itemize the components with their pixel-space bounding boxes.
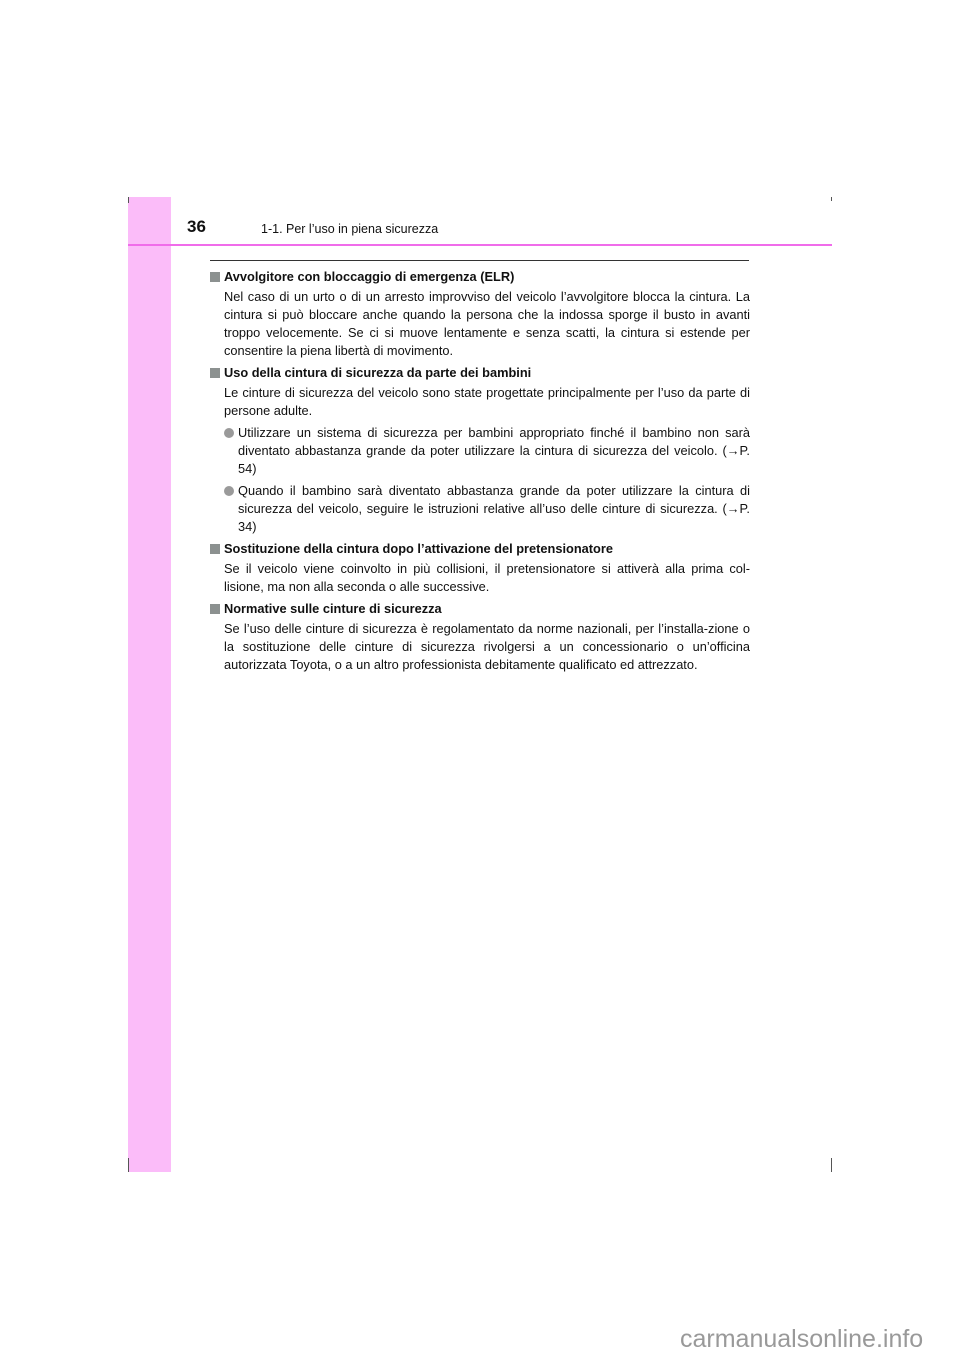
heading	[210, 364, 750, 382]
crop-mark	[831, 1158, 832, 1172]
crop-mark	[128, 197, 129, 203]
crop-mark	[128, 1158, 129, 1172]
heading-text: Sostituzione della cintura dopo l’attivazione del pretensionatore	[224, 541, 613, 556]
content	[210, 268, 750, 674]
heading	[210, 600, 750, 618]
paragraph: Nel caso di un urto o di un arresto improvviso del veicolo l’avvolgitore blocca la cintura. La cintura si può bloccare anche quando la persona che la indossa sporge il busto in avanti troppo velocemente. Se ci si muove lentamente e senza scatti, la cintura si estende per consentire la piena libertà di movimento.	[224, 289, 750, 358]
square-bullet-icon	[210, 368, 220, 378]
list-item-text: Quando il bambino sarà diventato abbastanza grande da poter utilizzare la cintura di sicurezza del veicolo, seguire le istruzioni relative all’uso delle cinture di sicurezza. (→P. 34)	[238, 483, 750, 534]
list-item-text: Utilizzare un sistema di sicurezza per bambini appropriato finché il bambino non sarà diventato abbastanza grande da poter utilizzare la cintura di sicurezza del veicolo. (→P. 54)	[238, 425, 750, 476]
square-bullet-icon	[210, 272, 220, 282]
circle-bullet-icon	[224, 428, 234, 438]
chapter-tab	[128, 197, 171, 1172]
paragraph: Le cinture di sicurezza del veicolo sono state progettate principalmente per l’uso da parte di persone adulte.	[224, 385, 750, 418]
header-line	[128, 244, 832, 246]
page-number: 36	[187, 217, 206, 236]
circle-bullet-icon	[224, 486, 234, 496]
heading	[210, 540, 750, 558]
square-bullet-icon	[210, 604, 220, 614]
heading-text: Normative sulle cinture di sicurezza	[224, 601, 442, 616]
divider	[210, 260, 749, 261]
heading-text: Avvolgitore con bloccaggio di emergenza (ELR)	[224, 269, 515, 284]
heading	[210, 268, 750, 286]
list-item	[224, 482, 750, 536]
crop-mark	[831, 197, 832, 201]
section-title: 1-1. Per l’uso in piena sicurezza	[261, 222, 439, 236]
paragraph: Se il veicolo viene coinvolto in più collisioni, il pretensionatore si attiverà alla prima col-lisione, ma non alla seconda o alle successive.	[224, 561, 750, 594]
watermark: carmanualsonline.info	[680, 1325, 924, 1353]
paragraph: Se l’uso delle cinture di sicurezza è regolamentato da norme nazionali, per l’installa-zione o la sostituzione delle cinture di sicurezza rivolgersi a un concessionario o un’officina autorizzata Toyota, o a un altro professionista debitamente qualificato ed attrezzato.	[224, 621, 750, 672]
list-item	[224, 424, 750, 478]
heading-text: Uso della cintura di sicurezza da parte dei bambini	[224, 365, 532, 380]
square-bullet-icon	[210, 544, 220, 554]
